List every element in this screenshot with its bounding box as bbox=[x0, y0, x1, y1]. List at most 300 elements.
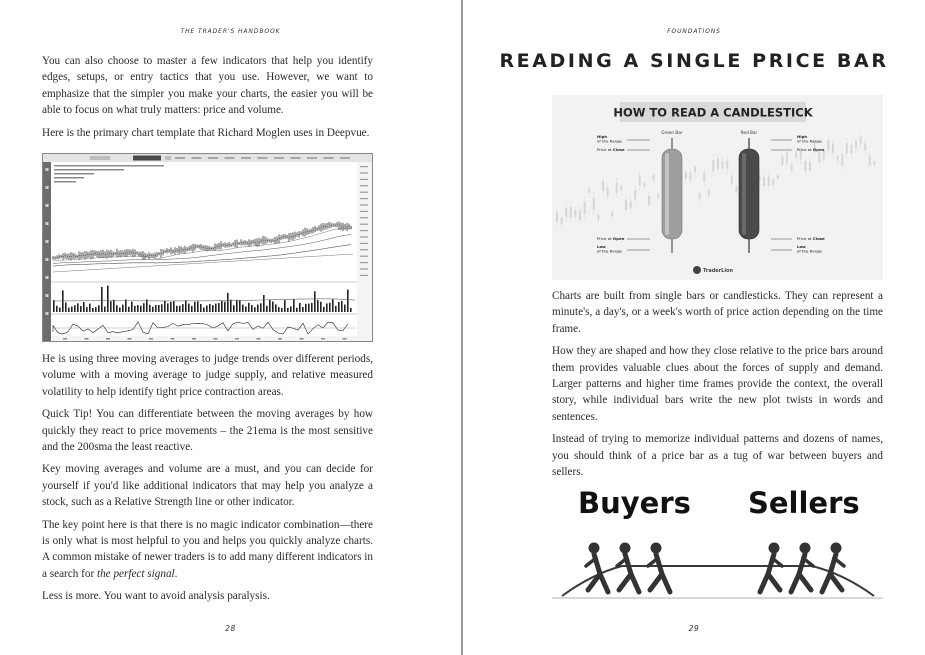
volume-bar bbox=[59, 308, 61, 312]
volume-bar bbox=[137, 305, 139, 312]
chart-tool-icon bbox=[46, 312, 49, 315]
chart-axis-tick bbox=[360, 236, 368, 237]
left-close-label bbox=[597, 147, 625, 152]
paragraph-template-intro: Here is the primary chart template that Richard Moglen uses in Deepvue. bbox=[42, 126, 370, 139]
tug-of-war-illustration bbox=[552, 530, 883, 605]
volume-bar bbox=[275, 304, 277, 312]
left-close-bold: Close bbox=[612, 147, 625, 152]
background-candle-body bbox=[685, 172, 687, 179]
volume-bar bbox=[134, 306, 136, 312]
left-close-prefix: Price at bbox=[597, 147, 613, 152]
left-low-sub: of the Range bbox=[597, 248, 622, 254]
volume-bar bbox=[83, 302, 85, 312]
volume-bar bbox=[191, 306, 193, 312]
right-page bbox=[463, 0, 925, 655]
background-candle-body bbox=[786, 153, 788, 164]
puller-figure bbox=[822, 543, 844, 593]
chart-axis-tick bbox=[360, 224, 368, 225]
volume-bar bbox=[89, 304, 91, 312]
volume-bar bbox=[206, 305, 208, 312]
traderlion-logo-icon bbox=[693, 266, 701, 274]
volume-bar bbox=[281, 308, 283, 312]
background-candle-body bbox=[699, 193, 701, 200]
chart-time-tick bbox=[149, 338, 153, 340]
background-candle-body bbox=[763, 177, 765, 186]
background-candle-body bbox=[657, 193, 659, 198]
background-candle-body bbox=[579, 210, 581, 220]
volume-bar bbox=[293, 299, 295, 312]
volume-bar bbox=[212, 305, 214, 312]
chart-time-tick bbox=[171, 338, 175, 340]
puller-figure bbox=[586, 543, 608, 593]
chart-tool-icon bbox=[46, 276, 49, 279]
volume-bar bbox=[251, 305, 253, 312]
puller-figure bbox=[791, 543, 813, 593]
background-candle-body bbox=[694, 167, 696, 173]
right-body bbox=[552, 288, 883, 486]
chart-time-tick bbox=[214, 338, 218, 340]
left-open-bold: Open bbox=[612, 236, 625, 241]
left-low-label: Low bbox=[597, 244, 606, 249]
volume-bar bbox=[155, 305, 157, 312]
paragraph-bars: Charts are built from single bars or candlesticks. They can represent a minute's, a day's, or a week's worth of price action depending on the time frame. bbox=[552, 290, 883, 335]
volume-bar bbox=[77, 303, 79, 312]
volume-bar bbox=[161, 304, 163, 312]
right-low-sub: of the Range bbox=[797, 248, 822, 254]
red-bar-highlight bbox=[742, 153, 746, 235]
volume-bar bbox=[287, 308, 289, 312]
volume-bar bbox=[131, 302, 133, 312]
chart-tool-icon bbox=[46, 168, 49, 171]
right-high-sub: of the Range bbox=[797, 138, 822, 144]
background-candle-body bbox=[630, 201, 632, 209]
chart-tab-active bbox=[133, 156, 161, 161]
background-candle-body bbox=[869, 156, 871, 166]
chart-tool-icon bbox=[46, 222, 49, 225]
chapter-title: READING A SINGLE PRICE BAR bbox=[499, 50, 889, 72]
background-candle-body bbox=[777, 175, 779, 179]
background-candle-body bbox=[726, 160, 728, 168]
volume-bar bbox=[344, 305, 346, 312]
background-candle-body bbox=[832, 144, 834, 154]
background-candle-body bbox=[850, 145, 852, 154]
chart-toolbar-tab bbox=[274, 157, 284, 159]
background-candle-body bbox=[768, 177, 770, 186]
right-open-bold: Open bbox=[812, 147, 825, 152]
chart-axis-tick bbox=[360, 204, 368, 205]
background-candle-body bbox=[653, 175, 655, 180]
volume-bar bbox=[200, 304, 202, 312]
right-open-prefix: Price at bbox=[797, 147, 813, 152]
buyers-label: Buyers bbox=[578, 486, 691, 520]
red-bar-label: Red Bar bbox=[740, 130, 758, 135]
volume-bar bbox=[290, 306, 292, 312]
volume-bar bbox=[143, 303, 145, 312]
chart-volatility-panel bbox=[53, 322, 355, 334]
chart-time-tick bbox=[63, 338, 67, 340]
volume-bar bbox=[179, 306, 181, 312]
chart-toolbar-tab bbox=[208, 157, 218, 159]
volume-bar bbox=[248, 303, 250, 312]
chart-axis-tick bbox=[360, 262, 368, 263]
background-candle-body bbox=[855, 141, 857, 148]
chart-time-tick bbox=[85, 338, 89, 340]
volume-bar bbox=[284, 300, 286, 312]
volume-bar bbox=[326, 303, 328, 312]
chart-time-tick bbox=[321, 338, 325, 340]
background-candle-body bbox=[593, 198, 595, 210]
volume-bar bbox=[239, 300, 241, 312]
volume-bar bbox=[176, 306, 178, 312]
chart-axis-tick bbox=[360, 192, 368, 193]
volume-bar bbox=[167, 303, 169, 312]
chart-header-info bbox=[54, 165, 164, 183]
background-candle-body bbox=[597, 215, 599, 221]
chart-time-tick bbox=[106, 338, 110, 340]
background-candle-body bbox=[588, 189, 590, 193]
volume-bar bbox=[254, 307, 256, 312]
volume-bar bbox=[185, 300, 187, 312]
chart-tool-icon bbox=[46, 240, 49, 243]
volume-bar bbox=[335, 306, 337, 312]
volume-bar bbox=[338, 302, 340, 312]
running-head-left: THE TRADER'S HANDBOOK bbox=[180, 28, 281, 35]
volume-bar bbox=[119, 307, 121, 312]
candlestick-figure bbox=[552, 95, 883, 280]
background-candle-body bbox=[804, 161, 806, 171]
paragraph-magic-combination bbox=[42, 517, 373, 583]
volume-bar bbox=[347, 290, 349, 312]
background-candle-body bbox=[864, 143, 866, 151]
paragraph-tug-of-war: Instead of trying to memorize individual patterns and dozens of names, you should think of a price bar as a tug of war between buyers and sellers. bbox=[552, 433, 883, 479]
chart-time-tick bbox=[300, 338, 304, 340]
volume-bar bbox=[341, 301, 343, 312]
chart-axis-tick bbox=[360, 275, 368, 276]
volume-bar bbox=[158, 305, 160, 312]
volume-bar bbox=[302, 307, 304, 312]
chart-axis-tick bbox=[360, 256, 368, 257]
green-bar-highlight bbox=[665, 153, 669, 235]
chart-toolbar-tab bbox=[175, 157, 185, 159]
tug-of-war-figure bbox=[552, 482, 883, 604]
right-low-label: Low bbox=[797, 244, 806, 249]
chart-toolbar-tab bbox=[192, 157, 202, 159]
background-candle-body bbox=[735, 187, 737, 192]
volume-bar bbox=[92, 308, 94, 312]
volume-bar bbox=[308, 304, 310, 312]
volume-bar bbox=[173, 301, 175, 312]
background-candle-body bbox=[639, 175, 641, 185]
chart-tool-icon bbox=[46, 294, 49, 297]
page-number-right: 29 bbox=[688, 624, 700, 633]
chart-axis-tick bbox=[360, 249, 368, 250]
puller-body bbox=[760, 554, 780, 592]
background-candle-body bbox=[616, 183, 618, 193]
background-candle-body bbox=[837, 156, 839, 160]
volume-bar bbox=[224, 302, 226, 312]
chart-info-line bbox=[54, 181, 76, 183]
volume-bar bbox=[203, 307, 205, 312]
chart-toolbar-tab bbox=[291, 157, 301, 159]
volume-bar bbox=[197, 301, 199, 312]
volume-bar bbox=[164, 301, 166, 312]
volume-bar bbox=[113, 300, 115, 312]
chart-axis-tick bbox=[360, 166, 368, 167]
chart-axis-tick bbox=[360, 198, 368, 199]
paragraph-shape: How they are shaped and how they close relative to the price bars around them provides valuable clues about the forces of supply and demand. Larger patterns and higher time frames provide the context, the overall story, while individual bars write the new plot twists in words and sentences. bbox=[552, 345, 883, 423]
chart-time-axis bbox=[51, 336, 357, 342]
background-candle-body bbox=[556, 212, 558, 222]
volume-bar bbox=[242, 305, 244, 312]
volume-bar bbox=[104, 306, 106, 312]
background-candle-body bbox=[634, 190, 636, 199]
background-candle-body bbox=[561, 218, 563, 225]
chart-info-line bbox=[54, 177, 84, 179]
puller-body bbox=[650, 554, 670, 592]
volume-bar bbox=[128, 307, 130, 312]
paragraph-less-is-more: Less is more. You want to avoid analysis paralysis. bbox=[42, 590, 270, 603]
puller-body bbox=[619, 554, 639, 592]
volume-bar bbox=[149, 305, 151, 312]
left-body-bottom bbox=[42, 351, 373, 611]
deepvue-chart bbox=[43, 154, 373, 342]
left-annotations bbox=[597, 134, 650, 254]
background-candle-body bbox=[565, 208, 567, 216]
background-candle-body bbox=[722, 161, 724, 168]
volume-bar bbox=[329, 303, 331, 312]
right-open-label bbox=[797, 147, 825, 152]
volume-bar bbox=[305, 304, 307, 312]
volume-bar bbox=[98, 305, 100, 312]
chart-axis-tick bbox=[360, 268, 368, 269]
paragraph-quick-tip: Quick Tip! You can differentiate between the moving averages by how quickly they react to price movements – the 21ema is the most sensitive and the 200sma the least reactive. bbox=[42, 408, 373, 454]
left-open-prefix: Price at bbox=[597, 236, 613, 241]
volume-bar bbox=[101, 287, 103, 312]
background-candle-body bbox=[873, 161, 875, 165]
background-candle-body bbox=[712, 160, 714, 172]
volume-bar bbox=[71, 307, 73, 312]
volume-bar bbox=[227, 293, 229, 312]
volume-bar bbox=[233, 305, 235, 312]
volume-bar bbox=[317, 300, 319, 312]
volume-bar bbox=[56, 306, 58, 312]
background-candle-body bbox=[731, 177, 733, 184]
volume-bar bbox=[215, 304, 217, 312]
chart-tool-icon bbox=[46, 186, 49, 189]
paragraph-key-indicators: Key moving averages and volume are a must, and you can decide for yourself if you'd like additional indicators that may help you analyze a stock, such as a Relative Strength line or other indicator. bbox=[42, 463, 373, 509]
volume-bar bbox=[95, 307, 97, 312]
chart-axis-tick bbox=[360, 179, 368, 180]
paragraph-moving-averages: He is using three moving averages to judge trends over different periods, volume with a moving average to judge supply, and relative measured volatility to help identify tight price contraction areas. bbox=[42, 353, 373, 398]
chart-time-tick bbox=[343, 338, 347, 340]
volume-bar bbox=[53, 300, 55, 312]
background-candle-body bbox=[607, 188, 609, 197]
right-high-label: High bbox=[797, 134, 808, 139]
volume-bar bbox=[299, 303, 301, 312]
left-open-label bbox=[597, 236, 625, 241]
chart-tab-add bbox=[165, 156, 171, 160]
chart-price-axis bbox=[357, 162, 373, 342]
background-candle-body bbox=[846, 143, 848, 154]
volume-bar bbox=[263, 295, 265, 312]
puller-figure bbox=[760, 543, 782, 593]
volume-bar bbox=[323, 307, 325, 312]
background-candle-body bbox=[574, 210, 576, 217]
chart-axis-tick bbox=[360, 172, 368, 173]
volume-bar bbox=[125, 299, 127, 312]
volume-bar bbox=[209, 304, 211, 312]
chart-time-tick bbox=[128, 338, 132, 340]
volume-bar bbox=[332, 299, 334, 312]
magic-text-after: . bbox=[174, 567, 178, 580]
volume-bar bbox=[257, 305, 259, 312]
volume-bar bbox=[269, 299, 271, 312]
volume-bar bbox=[320, 302, 322, 312]
background-candle-body bbox=[860, 137, 862, 145]
moving-average-line bbox=[53, 229, 351, 261]
page-number-left: 28 bbox=[225, 624, 236, 633]
left-high-sub: of the Range bbox=[597, 138, 622, 144]
chart-volume-panel bbox=[53, 286, 355, 312]
puller-body bbox=[791, 554, 811, 592]
chart-toolbar-tab bbox=[307, 157, 317, 159]
volume-bar bbox=[146, 300, 148, 312]
left-body-top bbox=[42, 53, 373, 147]
background-candle-body bbox=[584, 202, 586, 214]
chart-toolbar-tabs bbox=[175, 157, 350, 159]
right-annotations bbox=[771, 134, 825, 254]
background-candle-body bbox=[625, 200, 627, 210]
volume-average-line bbox=[53, 299, 355, 301]
volume-bar bbox=[296, 308, 298, 312]
background-candle-body bbox=[795, 152, 797, 157]
puller-figure bbox=[648, 543, 670, 593]
volume-bar bbox=[221, 301, 223, 312]
chart-tool-icon bbox=[46, 258, 49, 261]
volume-bar bbox=[65, 302, 67, 312]
puller-body bbox=[822, 554, 842, 592]
background-candle-body bbox=[643, 182, 645, 187]
volume-bar bbox=[182, 304, 184, 312]
traderlion-brand: TraderLion bbox=[703, 268, 734, 274]
volume-bar bbox=[266, 306, 268, 312]
background-candle-body bbox=[611, 212, 613, 216]
volume-bar bbox=[80, 306, 82, 312]
background-candle-body bbox=[570, 207, 572, 218]
volume-bar bbox=[314, 291, 316, 312]
background-candle-body bbox=[703, 173, 705, 182]
volume-bar bbox=[170, 302, 172, 312]
green-bar-label: Green Bar bbox=[661, 130, 683, 135]
volume-bar bbox=[272, 301, 274, 312]
chart-axis-tick bbox=[360, 185, 368, 186]
chart-toolbar-tab bbox=[241, 157, 251, 159]
magic-text-emphasis: the perfect signal bbox=[96, 567, 175, 580]
volume-bar bbox=[110, 301, 112, 312]
chart-toolbar-tab bbox=[324, 157, 334, 159]
chart-axis-tick bbox=[360, 217, 368, 218]
paragraph-indicators: You can also choose to master a few indicators that help you identify edges, setups, or entry tactics that you use. However, we want to emphasize that the simpler you make your charts, the easier you will be able to focus on what truly matters: price and volume. bbox=[42, 55, 373, 117]
volume-bar bbox=[152, 307, 154, 312]
chart-info-line bbox=[54, 173, 94, 175]
volume-bar bbox=[218, 303, 220, 312]
background-candle-body bbox=[620, 186, 622, 191]
volume-bar bbox=[107, 286, 109, 312]
chart-axis-tick bbox=[360, 230, 368, 231]
moving-average-line bbox=[53, 245, 351, 267]
chart-info-line bbox=[54, 165, 164, 167]
background-candle-body bbox=[818, 152, 820, 162]
right-close-label bbox=[797, 236, 825, 241]
deepvue-chart-screenshot bbox=[42, 153, 373, 342]
volume-bar bbox=[188, 304, 190, 312]
chart-time-tick bbox=[235, 338, 239, 340]
volume-bar bbox=[140, 306, 142, 312]
background-candle-body bbox=[602, 181, 604, 191]
chart-info-line bbox=[54, 169, 124, 171]
background-candle-body bbox=[648, 196, 650, 205]
candlestick-diagram bbox=[552, 95, 883, 280]
chart-time-tick bbox=[257, 338, 261, 340]
background-candle-body bbox=[827, 140, 829, 151]
magic-text-before: The key point here is that there is no magic indicator combination—there is only what is most helpful to you and helps you quickly analyze charts. A common mistake of newer traders is to add many different indicators in a search for bbox=[42, 518, 373, 580]
background-candle-body bbox=[809, 162, 811, 171]
chart-toolbar-tab bbox=[225, 157, 235, 159]
background-candle-body bbox=[781, 156, 783, 164]
background-candle-body bbox=[841, 154, 843, 165]
background-candle-body bbox=[689, 172, 691, 181]
chart-toolbar-tab bbox=[258, 157, 268, 159]
right-close-bold: Close bbox=[812, 236, 825, 241]
volume-bar bbox=[122, 305, 124, 312]
chart-price-panel bbox=[53, 221, 353, 272]
chart-time-tick bbox=[192, 338, 196, 340]
right-close-prefix: Price at bbox=[797, 236, 813, 241]
volume-bar bbox=[74, 305, 76, 312]
chart-axis-tick bbox=[360, 243, 368, 244]
volume-bar bbox=[68, 308, 70, 312]
chart-axis-tick bbox=[360, 211, 368, 212]
sellers-label: Sellers bbox=[748, 486, 860, 520]
candlestick-banner-text: HOW TO READ A CANDLESTICK bbox=[613, 105, 813, 120]
chart-time-tick bbox=[278, 338, 282, 340]
volume-bar bbox=[236, 300, 238, 312]
chart-tab-symbol bbox=[90, 156, 110, 160]
chart-tool-icon bbox=[46, 204, 49, 207]
running-head-right: FOUNDATIONS bbox=[667, 28, 721, 35]
pullers bbox=[586, 543, 844, 593]
chart-toolbar-tab bbox=[340, 157, 350, 159]
volume-bar bbox=[278, 307, 280, 312]
background-candle-body bbox=[717, 159, 719, 170]
puller-body bbox=[588, 554, 608, 592]
volume-bar bbox=[86, 307, 88, 312]
left-page bbox=[0, 0, 461, 655]
left-high-label: High bbox=[597, 134, 608, 139]
volume-bar bbox=[245, 306, 247, 312]
volume-bar bbox=[194, 302, 196, 312]
background-candle-body bbox=[708, 190, 710, 195]
volume-bar bbox=[350, 308, 352, 312]
background-candle-body bbox=[772, 180, 774, 185]
volume-bar bbox=[230, 300, 232, 312]
volume-bar bbox=[116, 305, 118, 312]
background-candle-body bbox=[791, 164, 793, 170]
moving-average-line bbox=[53, 234, 351, 263]
volume-bar bbox=[311, 303, 313, 312]
volume-bar bbox=[260, 303, 262, 312]
background-candle-body bbox=[800, 151, 802, 160]
